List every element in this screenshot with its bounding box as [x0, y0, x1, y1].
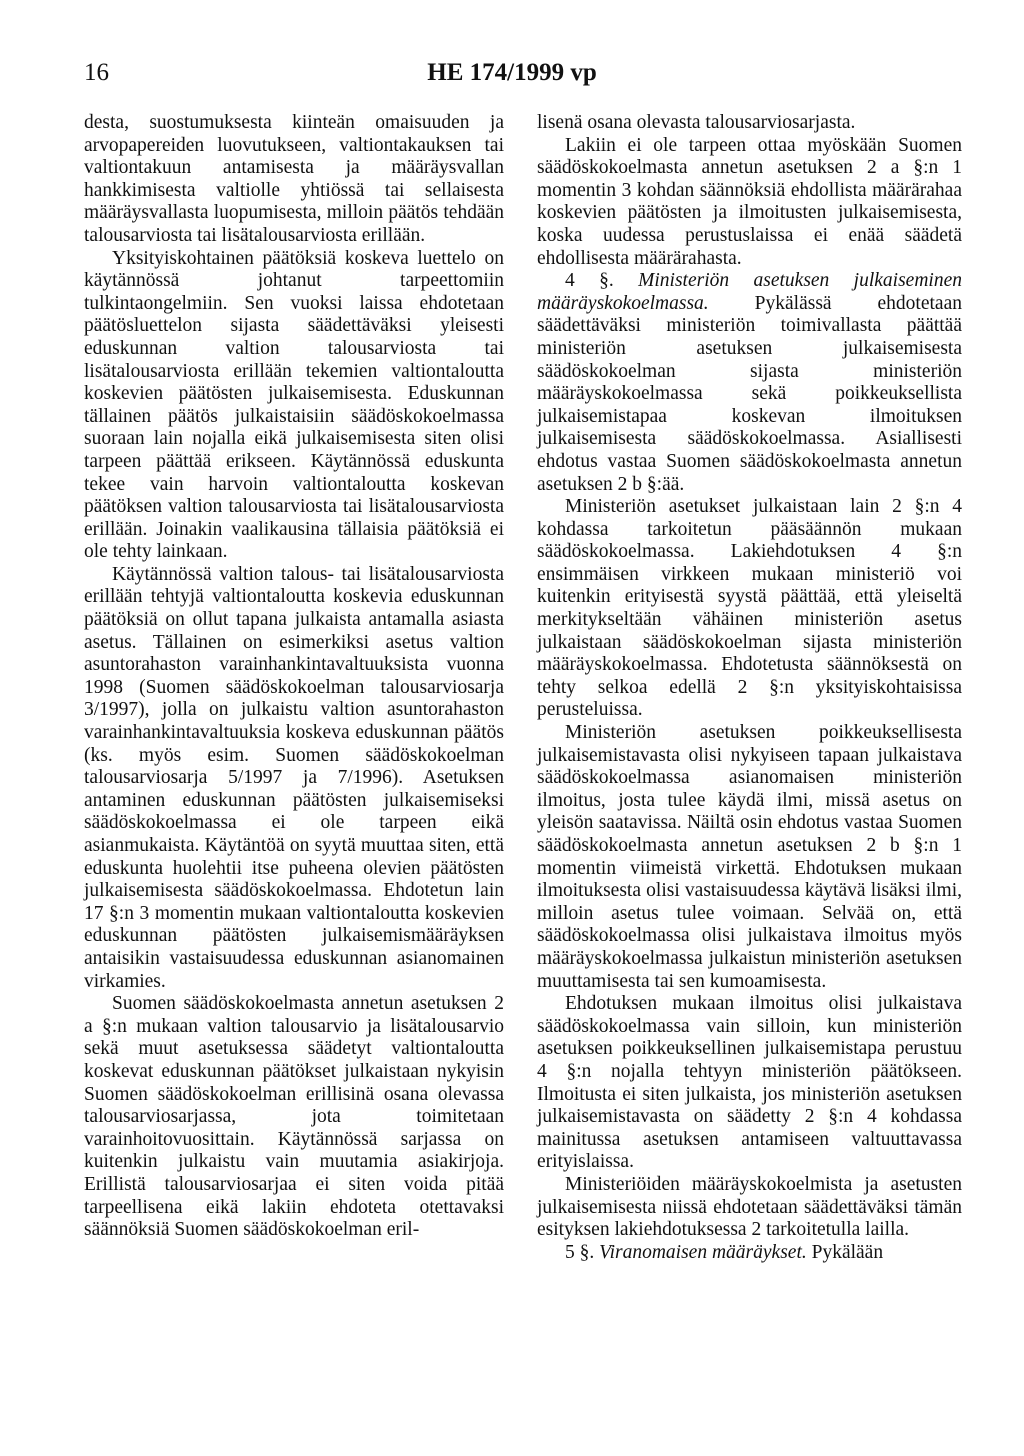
- paragraph-continued: lisenä osana olevasta talousarviosarjasta.: [537, 112, 856, 133]
- left-text-column: [84, 112, 504, 1242]
- paragraph-continued: desta, suostumuksesta kiinteän omaisuuden ja arvopapereiden luovutukseen, valtiontakauksen tai valtiontakuun antamisesta ja määräysvallan hankkimisesta valtiolle yhtiössä tai sellaisesta määräysvallasta luopumisesta, milloin päätös tehdään talousarviosta tai lisätalousarviosta erillään.: [84, 112, 504, 246]
- paragraph: Ministeriöiden määräyskokoelmista ja asetusten julkaisemisesta niissä ehdotetaan säädettäväksi tämän esityksen lakiehdotuksessa 2 tarkoitetulla lailla.: [537, 1173, 962, 1241]
- section-paragraph: [537, 1242, 962, 1265]
- section-title: Viranomaisen määräykset.: [599, 1241, 807, 1263]
- paragraph: Suomen säädöskokoelmasta annetun asetuksen 2 a §:n mukaan valtion talousarvio ja lisätalousarvio sekä muut asetuksessa säädetyt valtiontaloutta koskevat eduskunnan päätökset julkaistaan nykyisin Suomen säädöskokoelman erillisinä osana olevassa talousarviosarjassa, jota toimitetaan varainhoitovuosittain. Käytännössä sarjassa on kuitenkin julkaistu vain muutamia asiakirjoja. Erillistä talousarviosarjaa ei siten voida pitää tarpeellisena eikä lakiin ehdoteta otettavaksi säännöksiä Suomen säädöskokoelman eril-: [84, 993, 504, 1241]
- document-id-header: HE 174/1999 vp: [427, 59, 597, 86]
- paragraph: Yksityiskohtainen päätöksiä koskeva luettelo on käytännössä johtanut tarpeettomiin tulkintaongelmiin. Sen vuoksi laissa ehdotetaan päätösluettelon sijasta säädettäväksi yleisesti eduskunnan valtion talousarviosta tai lisätalousarviosta erillään tekemien valtiontaloutta koskevien päätösten julkaisemisesta. Eduskunnan tällainen päätös julkaistaisiin säädöskokoelmassa suoraan lain nojalla eikä julkaisemisesta siten olisi tarpeen päättää erikseen. Käytännössä eduskunta tekee vain harvoin valtiontaloutta koskevan päätöksen valtion talousarviosta tai lisätalousarviosta erillään. Joinakin vaalikausina tällaisia päätöksiä ei ole tehty lainkaan.: [84, 247, 504, 563]
- paragraph: Käytännössä valtion talous- tai lisätalousarviosta erillään tehtyjä valtiontaloutta koskevia eduskunnan päätöksiä on ollut tapana julkaista antamalla asiasta asetus. Tällainen on esimerkiksi asetus valtion asuntorahaston varainhankintavaltuuksista vuonna 1998 (Suomen säädöskokoelman talousarviosarja 3/1997), jolla on julkaistu valtion asuntorahaston varainhankintavaltuuksia koskeva eduskunnan päätös (ks. myös esim. Suomen säädöskokoelman talousarviosarja 5/1997 ja 7/1996). Asetuksen antaminen eduskunnan päätösten julkaisemiseksi säädöskokoelmassa ei ole tarpeen eikä asianmukaista. Käytäntöä on syytä muuttaa siten, että eduskunta huolehtii itse puheena olevien päätösten julkaisemisesta säädöskokoelmassa. Ehdotetun lain 17 §:n 3 momentin mukaan valtiontaloutta koskevien eduskunnan päätösten julkaisemismääräyksen antaisikin vastaisuudessa eduskunnan asianomainen virkamies.: [84, 563, 504, 992]
- page-number: 16: [84, 59, 109, 86]
- paragraph: Ministeriön asetuksen poikkeuksellisesta julkaisemistavasta olisi nykyiseen tapaan julkaistava säädöskokoelmassa asianomaisen ministeriön ilmoitus, josta tulee käydä ilmi, missä asetus on yleisön saatavissa. Näiltä osin ehdotus vastaa Suomen säädöskokoelmasta annetun asetuksen 2 b §:n 1 momentin viimeistä virkettä. Ehdotuksen mukaan ilmoituksesta olisi vastaisuudessa käytävä lisäksi ilmi, milloin asetus tulee voimaan. Selvää on, että säädöskokoelmassa olisi julkaistava ilmoitus myös määräyskokoelmassa julkaistun ministeriön asetuksen muuttamisesta tai sen kumoamisesta.: [537, 722, 962, 992]
- section-number: 4 §.: [565, 270, 614, 292]
- paragraph: Ehdotuksen mukaan ilmoitus olisi julkaistava säädöskokoelmassa vain silloin, kun ministeriön asetuksen poikkeuksellinen julkaisemistapa perustuu 4 §:n nojalla tehtyyn ministeriön päätökseen. Ilmoitusta ei siten julkaista, jos ministeriön asetuksen julkaisemistavasta on säädetty 2 §:n 4 kohdassa mainitussa asetuksen antamiseen valtuuttavassa erityislaissa.: [537, 993, 962, 1173]
- paragraph: Lakiin ei ole tarpeen ottaa myöskään Suomen säädöskokoelmasta annetun asetuksen 2 a §:n 1 momentin 3 kohdan säännöksiä ehdollista määrärahaa koskevien päätösten ja ilmoitusten julkaisemisesta, koska uudessa perustuslaissa ei enää säädetä ehdollisesta määrärahasta.: [537, 134, 962, 269]
- section-body: Pykälään: [811, 1241, 884, 1263]
- section-title: Ministeriön asetuksen julkaiseminen määräyskokoelmassa.: [537, 270, 962, 314]
- section-number: 5 §.: [565, 1241, 595, 1263]
- section-paragraph: [537, 270, 962, 496]
- paragraph: Ministeriön asetukset julkaistaan lain 2 §:n 4 kohdassa tarkoitetun pääsäännön mukaan säädöskokoelmassa. Lakiehdotuksen 4 §:n ensimmäisen virkkeen mukaan ministeriö voi kuitenkin erityisestä syystä päättää, että yleiseltä merkitykseltään vähäinen ministeriön asetus julkaistaan säädöskokoelman sijasta ministeriön määräyskokoelmassa. Ehdotetusta säännöksestä on tehty selkoa edellä 2 §:n yksityiskohtaisissa perusteluissa.: [537, 496, 962, 721]
- section-body: Pykälässä ehdotetaan säädettäväksi ministeriön toimivallasta päättää ministeriön asetuksen julkaisemisesta säädöskokoelman sijasta ministeriön määräyskokoelmassa sekä poikkeuksellista julkaisemistapaa koskevan ilmoituksen julkaisemisesta säädöskokoelmassa. Asiallisesti ehdotus vastaa Suomen säädöskokoelmasta annetun asetuksen 2 b §:ää.: [537, 292, 962, 495]
- right-text-column: [537, 112, 962, 1264]
